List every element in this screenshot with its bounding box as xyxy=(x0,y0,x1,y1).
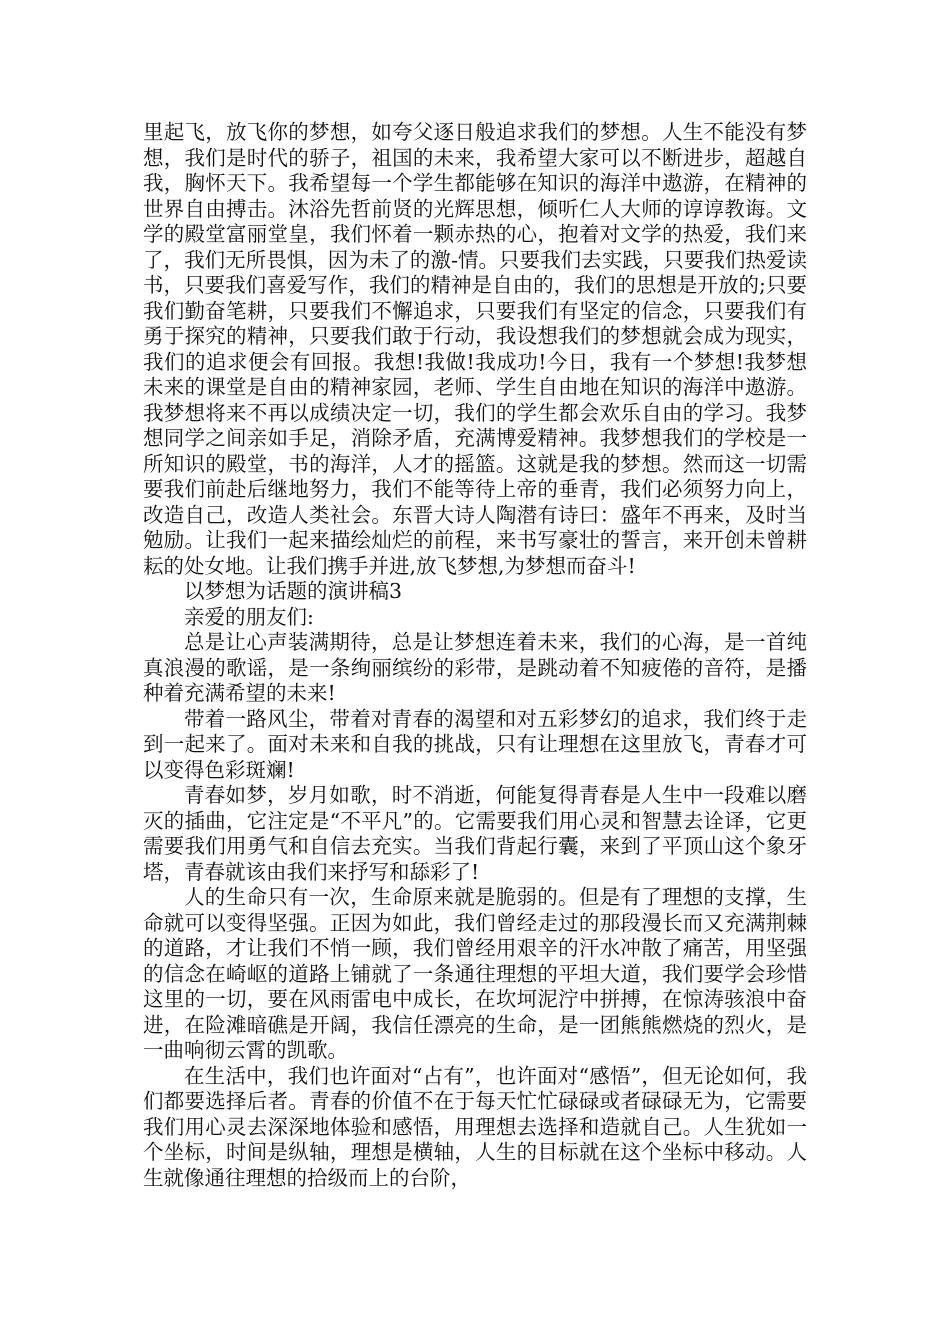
document-body xyxy=(143,120,807,1191)
paragraph-6: 青春如梦，岁月如歌，时不消逝，何能复得青春是人生中一段难以磨灭的插曲，它注定是“不平凡”的。它需要我们用心灵和智慧去诠译，它更需要我们用勇气和自信去充实。当我们背起行囊，来到了平顶山这个象牙塔，青春就该由我们来抒写和舔彩了! xyxy=(143,783,807,884)
salutation: 亲爱的朋友们: xyxy=(184,604,314,629)
paragraph-7: 人的生命只有一次，生命原来就是脆弱的。但是有了理想的支撑，生命就可以变得坚强。正因为如此，我们曾经走过的那段漫长而又充满荆棘的道路，才让我们不悄一顾，我们曾经用艰辛的汗水冲散了痛苦，用坚强的信念在崎岖的道路上铺就了一条通往理想的平坦大道，我们要学会珍惜这里的一切，要在风雨雷电中成长，在坎坷泥泞中拼搏，在惊涛骇浪中奋进，在险滩暗礁是开阔，我信任漂亮的生命，是一团熊熊燃烧的烈火，是一曲响彻云霄的凯歌。 xyxy=(143,885,807,1062)
section-heading: 以梦想为话题的演讲稿3 xyxy=(184,579,403,603)
paragraph-8: 在生活中，我们也许面对“占有”，也许面对“感悟”，但无论如何，我们都要选择后者。青春的价值不在于每天忙忙碌碌或者碌碌无为，它需要我们用心灵去深深地体验和感悟，用理想去选择和造就自己。人生犹如一个坐标，时间是纵轴，理想是横轴，人生的目标就在这个坐标中移动。人生就像通往理想的拾级而上的台阶， xyxy=(143,1063,807,1190)
paragraph-4: 总是让心声装满期待，总是让梦想连着未来，我们的心海，是一首纯真浪漫的歌谣，是一条绚丽缤纷的彩带，是跳动着不知疲倦的音符，是播种着充满希望的未来! xyxy=(143,630,807,705)
paragraph-1: 里起飞，放飞你的梦想，如夸父逐日般追求我们的梦想。人生不能没有梦想，我们是时代的骄子，祖国的未来，我希望大家可以不断进步，超越自我，胸怀天下。我希望每一个学生都能够在知识的海洋中遨游，在精神的世界自由搏击。沐浴先哲前贤的光辉思想，倾听仁人大师的谆谆教诲。文学的殿堂富丽堂皇，我们怀着一颗赤热的心，抱着对文学的热爱，我们来了，我们无所畏惧，因为未了的激-情。只要我们去实践，只要我们热爱读书，只要我们喜爱写作，我们的精神是自由的，我们的思想是开放的;只要我们勤奋笔耕，只要我们不懈追求，只要我们有坚定的信念，只要我们有勇于探究的精神，只要我们敢于行动，我设想我们的梦想就会成为现实，我们的追求便会有回报。我想!我做!我成功!今日，我有一个梦想!我梦想未来的课堂是自由的精神家园，老师、学生自由地在知识的海洋中遨游。我梦想将来不再以成绩决定一切，我们的学生都会欢乐自由的学习。我梦想同学之间亲如手足，消除矛盾，充满博爱精神。我梦想我们的学校是一所知识的殿堂，书的海洋，人才的摇篮。这就是我的梦想。然而这一切需要我们前赴后继地努力，我们不能等待上帝的垂青，我们必须努力向上，改造自己，改造人类社会。东晋大诗人陶潜有诗曰：盛年不再来，及时当勉励。让我们一起来描绘灿烂的前程，来书写豪壮的誓言，来开创未曾耕耘的处女地。让我们携手并进,放飞梦想,为梦想而奋斗! xyxy=(143,120,807,578)
paragraph-5: 带着一路风尘，带着对青春的渴望和对五彩梦幻的追求，我们终于走到一起来了。面对未来和自我的挑战，只有让理想在这里放飞，青春才可以变得色彩斑斓! xyxy=(143,706,807,782)
